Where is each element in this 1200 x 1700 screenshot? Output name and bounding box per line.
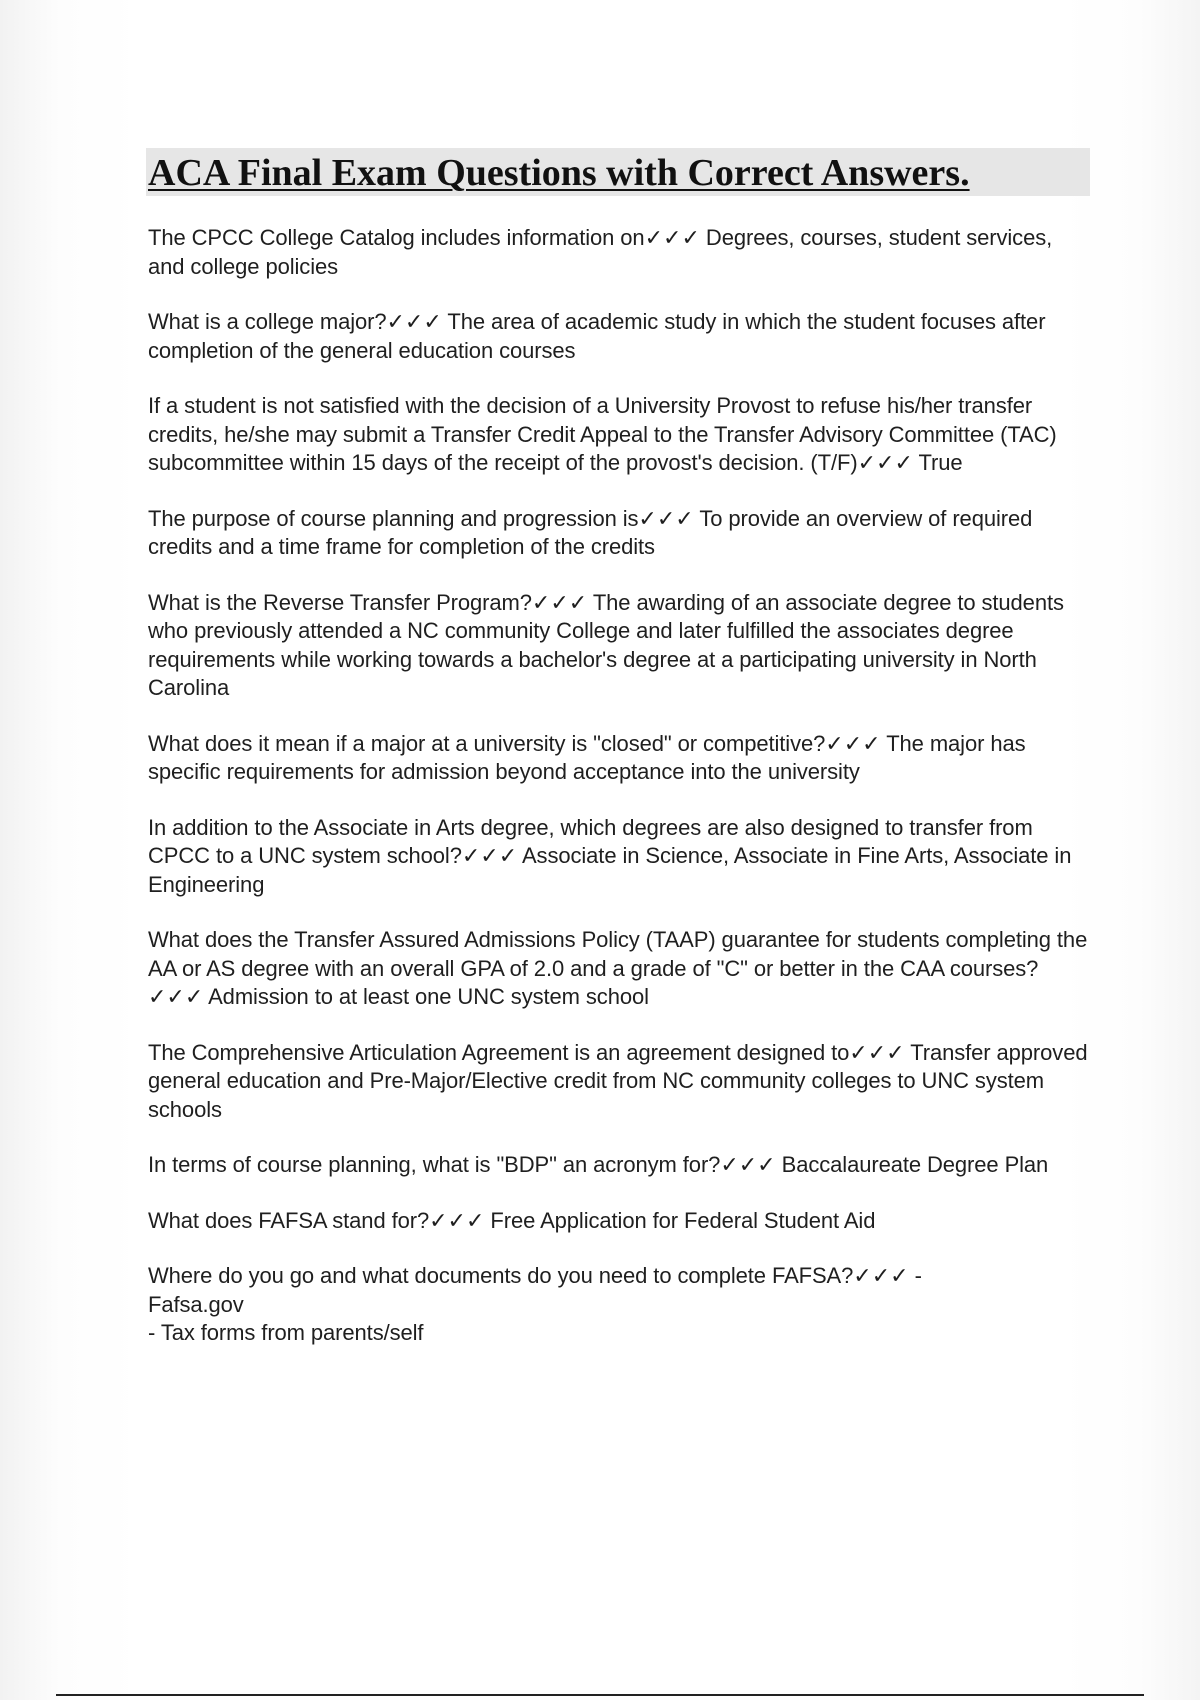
- question-text: What is a college major?: [148, 309, 387, 334]
- question-text: The Comprehensive Articulation Agreement is an agreement designed to: [148, 1039, 850, 1065]
- check-mark-icon: ✓✓✓: [849, 1039, 905, 1065]
- question-text: The CPCC College Catalog includes information on: [148, 225, 645, 250]
- check-mark-icon: ✓✓✓: [461, 843, 518, 868]
- question-text: If a student is not satisfied with the decision of a University Provost to refuse his/her transfer credits, he/she may submit a Transfer Credit Appeal to the Transfer Advisory Committee (TAC) subcommittee within 15 days of the receipt of the provost's decision. (T/F): [148, 393, 1057, 475]
- answer-text: To provide an overview of required credits and a time frame for completion of the credits: [148, 505, 1033, 559]
- qa-item: [148, 814, 1088, 900]
- answer-text: Free Application for Federal Student Aid: [484, 1207, 876, 1233]
- check-mark-icon: ✓✓✓: [531, 589, 588, 615]
- answer-line: - Tax forms from parents/self: [148, 1320, 424, 1345]
- question-text: What does the Transfer Assured Admissions Policy (TAAP) guarantee for students completing the AA or AS degree with an overall GPA of 2.0 and a grade of "C" or better in the CAA courses?: [148, 927, 1088, 981]
- check-mark-icon: ✓✓✓: [638, 505, 694, 531]
- qa-item: [148, 505, 1088, 562]
- check-mark-icon: ✓✓✓: [429, 1207, 485, 1233]
- qa-item: [148, 392, 1088, 478]
- question-text: What does FAFSA stand for?: [148, 1207, 430, 1233]
- check-mark-icon: ✓✓✓: [857, 450, 913, 475]
- qa-item: [148, 730, 1088, 787]
- qa-item: [148, 1207, 1088, 1236]
- check-mark-icon: ✓✓✓: [386, 309, 442, 334]
- answer-text: Baccalaureate Degree Plan: [775, 1152, 1049, 1177]
- check-mark-icon: ✓✓✓: [644, 225, 700, 250]
- question-text: What is the Reverse Transfer Program?: [148, 589, 532, 615]
- qa-item: [148, 308, 1088, 365]
- answer-text: True: [912, 450, 963, 475]
- question-text: The purpose of course planning and progression is: [148, 505, 639, 531]
- check-mark-icon: ✓✓✓: [148, 984, 204, 1009]
- answer-text: The area of academic study in which the student focuses after completion of the general education courses: [148, 309, 1046, 363]
- qa-item: [148, 224, 1088, 281]
- answer-text: -: [908, 1263, 922, 1288]
- check-mark-icon: ✓✓✓: [825, 730, 881, 756]
- qa-item: [148, 589, 1088, 703]
- check-mark-icon: ✓✓✓: [720, 1152, 776, 1177]
- check-mark-icon: ✓✓✓: [853, 1263, 909, 1288]
- footer-rule: [56, 1694, 1144, 1696]
- answer-text: The major has specific requirements for admission beyond acceptance into the university: [148, 730, 1026, 784]
- question-text: What does it mean if a major at a university is "closed" or competitive?: [148, 730, 826, 756]
- qa-item: [148, 1039, 1088, 1125]
- question-text: In addition to the Associate in Arts degree, which degrees are also designed to transfer from CPCC to a UNC system school?: [148, 814, 1033, 868]
- answer-text: Admission to at least one UNC system school: [203, 984, 649, 1009]
- qa-item: [148, 1151, 1088, 1180]
- qa-list: [148, 224, 1088, 1375]
- answer-text: Degrees, courses, student services, and college policies: [148, 225, 1053, 279]
- answer-text: Associate in Science, Associate in Fine Arts, Associate in Engineering: [148, 843, 1072, 897]
- question-text: Where do you go and what documents do you need to complete FAFSA?: [148, 1263, 854, 1288]
- answer-text: Transfer approved general education and Pre-Major/Elective credit from NC community colleges to UNC system schools: [148, 1039, 1088, 1122]
- page-title: ACA Final Exam Questions with Correct Answers.: [148, 152, 970, 194]
- answer-line: Fafsa.gov: [148, 1291, 244, 1317]
- qa-item: [148, 1262, 1088, 1348]
- question-text: In terms of course planning, what is "BDP" an acronym for?: [148, 1152, 721, 1177]
- answer-text: The awarding of an associate degree to students who previously attended a NC community College and later fulfilled the associates degree requirements while working towards a bachelor's degree at a participating university in North Carolina: [148, 589, 1064, 700]
- qa-item: [148, 926, 1088, 1012]
